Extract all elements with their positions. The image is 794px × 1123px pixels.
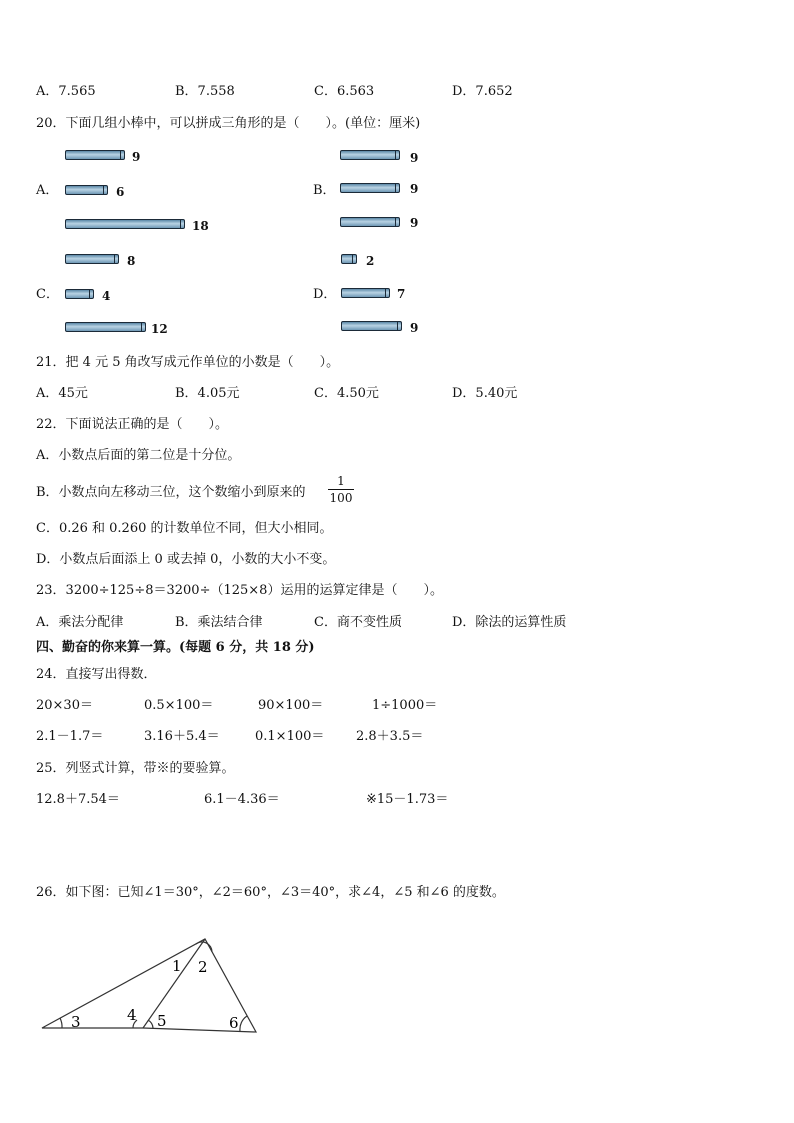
angle-label-4: 4	[127, 1006, 137, 1024]
q24-r1-item-2: 0.5×100＝	[144, 698, 214, 713]
q20-label-d: D．	[313, 287, 337, 302]
stick-b-1-length: 9	[410, 151, 419, 165]
q22-fraction-denominator: 100	[329, 491, 353, 505]
q20-stem: 20．下面几组小棒中，可以拼成三角形的是（ ）。(单位：厘米)	[36, 116, 421, 131]
q24-r2-item-3: 0.1×100＝	[255, 729, 325, 744]
q23-option-d: D．除法的运算性质	[452, 615, 567, 630]
q24-r2-item-1: 2.1－1.7＝	[36, 729, 104, 744]
q20-label-a: A．	[36, 183, 59, 198]
stick-c-1-length: 8	[127, 254, 136, 268]
q24-r1-item-4: 1÷1000＝	[372, 698, 438, 713]
q24-r2-item-4: 2.8＋3.5＝	[356, 729, 424, 744]
q20-label-c: C．	[36, 287, 59, 302]
angle-label-6: 6	[229, 1014, 239, 1032]
section-4-heading: 四、勤奋的你来算一算。(每题 6 分，共 18 分)	[36, 640, 315, 655]
q25-stem: 25．列竖式计算，带※的要验算。	[36, 761, 235, 776]
q21-option-b: B．4.05元	[175, 386, 240, 401]
stick-a-1-length: 9	[132, 150, 141, 164]
angle-3-arc	[60, 1018, 62, 1028]
stick-d-3-length: 9	[410, 321, 419, 335]
stick-b-3-length: 9	[410, 216, 419, 230]
stick-c-3-length: 12	[151, 322, 168, 336]
q22-option-c: C．0.26 和 0.260 的计数单位不同，但大小相同。	[36, 521, 333, 536]
angle-label-3: 3	[71, 1013, 81, 1031]
q24-stem: 24．直接写出得数．	[36, 667, 157, 682]
q26-stem: 26．如下图：已知∠1＝30°，∠2＝60°，∠3＝40°，求∠4，∠5 和∠6 的度数。	[36, 885, 505, 900]
q23-option-c: C．商不变性质	[314, 615, 402, 630]
inner-segment	[143, 939, 205, 1028]
angle-5-arc	[148, 1020, 153, 1028]
q19-option-d: D．7.652	[452, 84, 513, 99]
q21-option-a: A．45元	[36, 386, 88, 401]
q22-option-d: D．小数点后面添上 0 或去掉 0，小数的大小不变。	[36, 552, 336, 567]
q24-r2-item-2: 3.16＋5.4＝	[144, 729, 220, 744]
stick-b-2-length: 9	[410, 182, 419, 196]
q21-option-c: C．4.50元	[314, 386, 379, 401]
stick-c-2-length: 4	[102, 289, 111, 303]
q22-stem: 22．下面说法正确的是（ ）。	[36, 417, 229, 432]
q19-option-c: C．6.563	[314, 84, 375, 99]
stick-a-3-length: 18	[192, 219, 209, 233]
q22-option-b: B．小数点向左移动三位，这个数缩小到原来的	[36, 485, 306, 500]
q24-r1-item-1: 20×30＝	[36, 698, 93, 713]
q23-option-b: B．乘法结合律	[175, 615, 263, 630]
q23-stem: 23．3200÷125÷8＝3200÷（125×8）运用的运算定律是（ ）。	[36, 583, 443, 598]
angle-6-arc	[240, 1016, 247, 1031]
q21-stem: 21．把 4 元 5 角改写成元作单位的小数是（ ）。	[36, 355, 340, 370]
q20-label-b: B．	[313, 183, 336, 198]
q24-r1-item-3: 90×100＝	[258, 698, 324, 713]
q19-option-b: B．7.558	[175, 84, 235, 99]
stick-d-1-length: 2	[366, 254, 375, 268]
q25-item-1: 12.8＋7.54＝	[36, 792, 120, 807]
q21-option-d: D．5.40元	[452, 386, 518, 401]
angle-label-5: 5	[157, 1012, 167, 1030]
q23-option-a: A．乘法分配律	[36, 615, 124, 630]
q22-fraction-numerator: 1	[337, 474, 345, 488]
angle-label-2: 2	[198, 958, 208, 976]
stick-a-2-length: 6	[116, 185, 125, 199]
angle-label-1: 1	[172, 957, 182, 975]
q25-item-2: 6.1－4.36＝	[204, 792, 280, 807]
q22-option-a: A．小数点后面的第二位是十分位。	[36, 448, 241, 463]
q25-item-3: ※15－1.73＝	[366, 792, 449, 807]
q19-option-a: A．7.565	[36, 84, 96, 99]
stick-d-2-length: 7	[397, 287, 406, 301]
